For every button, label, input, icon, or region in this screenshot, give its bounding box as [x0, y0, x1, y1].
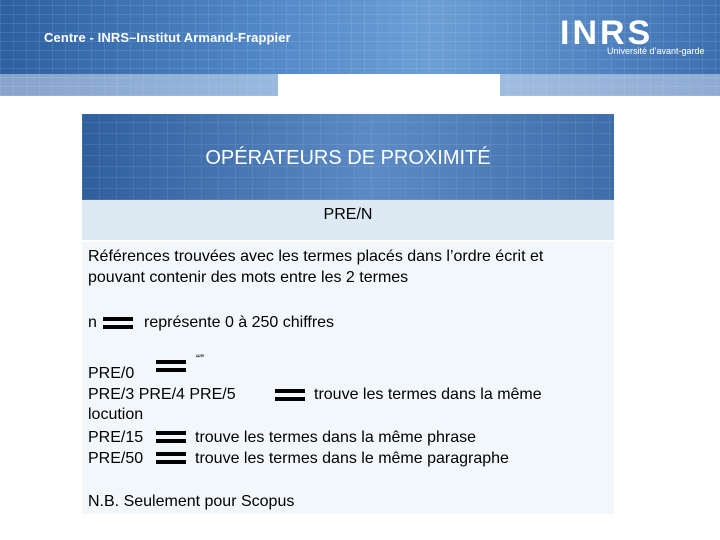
- n-meaning: représente 0 à 250 chiffres: [144, 314, 335, 331]
- equivalence-icon: [275, 389, 305, 401]
- slide-title: OPÉRATEURS DE PROXIMITÉ: [205, 147, 491, 169]
- equivalence-icon: [156, 360, 186, 372]
- pre50-label: PRE/50: [88, 450, 144, 467]
- institute-name: Centre - INRS–Institut Armand-Frappier: [44, 30, 291, 45]
- pre50-meaning: trouve les termes dans le même paragraphe: [195, 450, 509, 467]
- n-label: n: [88, 314, 97, 331]
- banner-gap: [278, 74, 500, 96]
- inrs-logo: INRS: [560, 14, 654, 52]
- slide-subtitle-box: [82, 200, 614, 240]
- pre345-meaning: trouve les termes dans la même: [314, 386, 542, 403]
- equivalence-icon: [156, 452, 186, 464]
- pre345-meaning-cont: locution: [88, 406, 144, 423]
- header-banner: [0, 0, 720, 96]
- slide-title-box: [82, 114, 614, 200]
- pre0-label: PRE/0: [88, 365, 135, 382]
- pre0-meaning: “”: [196, 352, 204, 366]
- scopus-note: N.B. Seulement pour Scopus: [88, 493, 295, 510]
- slide-subtitle: PRE/N: [323, 206, 373, 223]
- equivalence-icon: [156, 431, 186, 443]
- pre345-label: PRE/3 PRE/4 PRE/5: [88, 386, 236, 403]
- pre15-label: PRE/15: [88, 429, 144, 446]
- pre15-meaning: trouve les termes dans la même phrase: [195, 429, 477, 446]
- description-line-2: pouvant contenir des mots entre les 2 termes: [88, 269, 409, 286]
- content-box: [82, 242, 614, 514]
- inrs-logo-subtitle: Université d’avant-garde: [607, 46, 705, 56]
- equivalence-icon: [103, 317, 133, 329]
- description-line-1: Références trouvées avec les termes placés dans l’ordre écrit et: [88, 248, 544, 265]
